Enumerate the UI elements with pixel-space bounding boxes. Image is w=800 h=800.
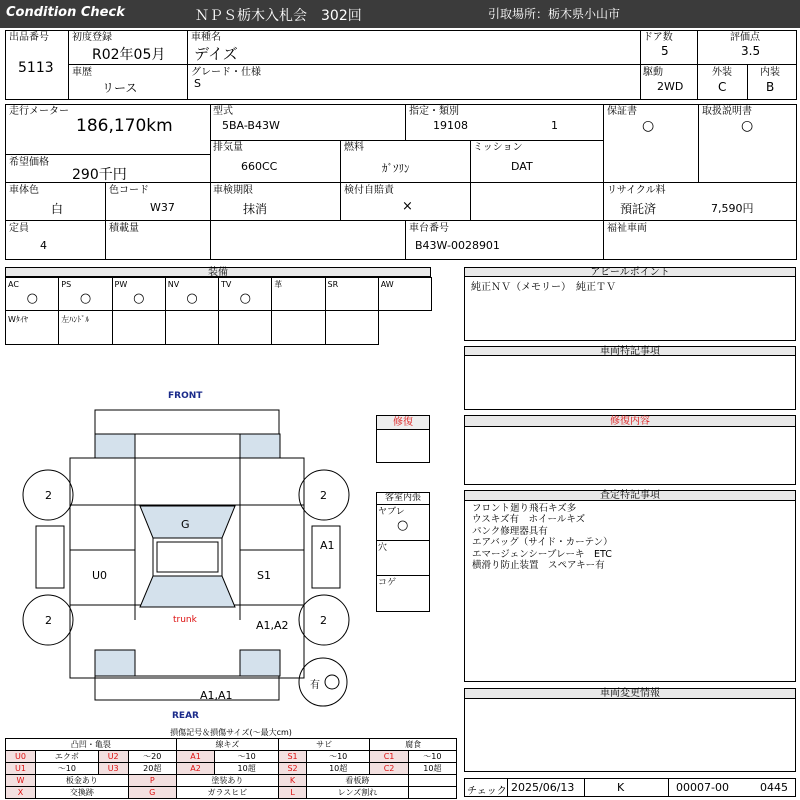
model-name-label: 車種名	[191, 32, 221, 43]
equipment-cell	[378, 277, 432, 311]
check-extra: 0445	[760, 781, 788, 794]
drive-label: 駆動	[643, 67, 663, 78]
legend-code: P	[128, 775, 176, 787]
inspection-label: 車検期限	[213, 185, 253, 196]
appeal-title: アピールポイント	[464, 267, 796, 277]
grade-value: S	[194, 77, 201, 90]
equipment-label: SR	[327, 280, 339, 289]
legend-cell: 〜10	[215, 751, 279, 763]
change-info-title: 車両変更情報	[464, 688, 796, 699]
warranty-label: 保証書	[607, 106, 637, 117]
equipment-label: Wﾀｲﾔ	[8, 315, 28, 324]
mark-rear-bumper: A1,A1	[200, 689, 233, 702]
legend-cell: U0	[6, 751, 36, 763]
legend-cell: U2	[98, 751, 128, 763]
appeal-text: 純正ＮＶ（メモリー） 純正ＴＶ	[471, 282, 616, 293]
lot-value: 5113	[18, 60, 54, 76]
legend-group: 線キズ	[176, 739, 278, 751]
spare-label: 有	[310, 680, 320, 691]
equipment-label: 革	[274, 280, 283, 289]
first-reg-label: 初度登録	[72, 32, 112, 43]
legend-cell: 10超	[408, 763, 456, 775]
insurance-value: ×	[402, 199, 413, 214]
mark-roof: G	[181, 518, 190, 531]
legend-cell: S2	[279, 763, 307, 775]
tire-rear-right: 2	[320, 614, 327, 627]
type-label: 型式	[213, 106, 233, 117]
inspection-notes-title: 査定特記事項	[464, 490, 796, 501]
price-label: 希望価格	[9, 157, 49, 168]
history-label: 車歴	[72, 67, 92, 78]
equipment-title: 装備	[5, 267, 431, 277]
header-right: 引取場所：栃木県小山市	[488, 7, 621, 21]
equipment-label: 左ﾊﾝﾄﾞﾙ	[61, 315, 90, 324]
chassis-label: 車台番号	[409, 223, 449, 234]
legend-code: L	[279, 787, 307, 799]
doors-label: ドア数	[643, 32, 673, 43]
equipment-label: PS	[61, 280, 72, 289]
cabin-title: 客室内張	[376, 492, 430, 505]
legend-group: 凸凹・亀裂	[6, 739, 177, 751]
type-value: 5BA-B43W	[222, 119, 280, 132]
equipment-cell	[271, 277, 325, 311]
legend-cell: 〜10	[307, 751, 370, 763]
check-date: 2025/06/13	[511, 781, 575, 794]
inspection-notes-box	[464, 500, 796, 682]
front-label: FRONT	[168, 391, 203, 401]
exterior-value: C	[718, 80, 727, 94]
inspection-note-line: エアバッグ（サイド・カーテン）	[472, 537, 613, 549]
legend-desc: 交換跡	[35, 787, 128, 799]
equipment-label: TV	[221, 280, 232, 289]
fuel-label: 燃料	[344, 142, 364, 153]
equipment-cell	[271, 310, 325, 345]
inspection-note-line: エマージェンシーブレーキ ETC	[472, 548, 612, 560]
capacity-value: 4	[40, 239, 47, 252]
interior-label: 内装	[760, 67, 780, 78]
equipment-value: ○	[133, 291, 145, 306]
equipment-cell	[325, 310, 379, 345]
equipment-cell	[112, 277, 166, 311]
header-center: ＮＰＳ栃木入札会 302回	[195, 8, 362, 24]
equipment-value: ○	[79, 291, 92, 306]
legend-code: K	[279, 775, 307, 787]
cabin-hole: 穴	[378, 543, 388, 553]
check-number: 00007-00	[676, 781, 729, 794]
equipment-value: ○	[239, 291, 251, 306]
load-label: 積載量	[109, 223, 139, 234]
equipment-cell	[5, 310, 59, 345]
mark-right: S1	[257, 569, 271, 582]
warranty-value: ○	[642, 118, 655, 134]
legend-desc: 板金あり	[35, 775, 128, 787]
inspection-note-line: ウスキズ有 ホイールキズ	[472, 514, 586, 526]
spec-value1: 19108	[433, 119, 468, 132]
equipment-value: ○	[186, 291, 198, 306]
equipment-cell	[5, 277, 59, 311]
mark-right-door: A1	[320, 539, 335, 552]
fuel-value: ｶﾞｿﾘﾝ	[382, 162, 410, 175]
interior-value: B	[766, 80, 775, 94]
mark-rear-right: A1,A2	[256, 619, 289, 632]
legend-code: X	[6, 787, 36, 799]
recycle-status: 預託済	[620, 202, 657, 216]
appeal-box	[464, 276, 796, 341]
spec-label: 指定・類別	[409, 106, 459, 117]
color-code-label: 色コード	[109, 185, 149, 196]
manual-value: ○	[741, 118, 754, 134]
model-name-value: デイズ	[194, 45, 238, 63]
disp-value: 660CC	[241, 160, 278, 173]
equipment-cell	[165, 277, 219, 311]
legend-cell: C2	[370, 763, 409, 775]
header-left: Condition Check	[6, 5, 125, 20]
tire-front-left: 2	[45, 489, 52, 502]
color-code-value: W37	[150, 201, 175, 214]
equipment-cell	[58, 277, 112, 311]
chassis-value: B43W-0028901	[415, 239, 500, 252]
legend-cell: 10超	[215, 763, 279, 775]
equipment-value: ○	[26, 291, 38, 306]
repair-content-box	[464, 426, 796, 485]
mission-value: DAT	[511, 160, 533, 173]
first-reg-value: R02年05月	[92, 47, 166, 63]
legend	[5, 727, 457, 799]
legend-cell: A1	[176, 751, 214, 763]
legend-title: 損傷記号＆損傷サイズ(〜最大cm)	[170, 728, 292, 737]
welfare-label: 福祉車両	[607, 223, 647, 234]
special-title: 車両特記事項	[464, 346, 796, 356]
capacity-label: 定員	[9, 223, 29, 234]
legend-cell: A2	[176, 763, 214, 775]
lot-label: 出品番号	[9, 32, 49, 43]
equipment-cell	[165, 310, 219, 345]
legend-desc: 塗装あり	[176, 775, 278, 787]
equipment-label: NV	[167, 280, 180, 289]
legend-cell: 20超	[128, 763, 176, 775]
legend-desc: 看板跡	[307, 775, 409, 787]
legend-cell: U1	[6, 763, 36, 775]
cabin-tear: ヤブレ	[378, 507, 405, 517]
legend-cell: 〜10	[408, 751, 456, 763]
repair-box	[376, 429, 430, 463]
repair-title: 修復	[376, 415, 430, 430]
repair-content-title: 修復内容	[464, 415, 796, 427]
equipment-cell	[58, 310, 112, 345]
mileage-value: 186,170km	[76, 116, 173, 136]
disp-label: 排気量	[213, 142, 243, 153]
body-color-label: 車体色	[9, 185, 39, 196]
legend-cell: U3	[98, 763, 128, 775]
manual-label: 取扱説明書	[702, 106, 752, 117]
rear-label: REAR	[172, 711, 199, 721]
score-label: 評価点	[730, 32, 760, 43]
drive-value: 2WD	[657, 80, 684, 93]
inspection-note-line: パンク修理器具有	[472, 525, 548, 537]
body-color-value: 白	[51, 202, 64, 216]
legend-cell: 〜10	[35, 763, 98, 775]
cabin-dirt: コゲ	[378, 578, 397, 588]
mark-left: U0	[92, 569, 108, 582]
legend-cell: S1	[279, 751, 307, 763]
doors-value: 5	[661, 44, 669, 58]
mark-trunk: trunk	[173, 615, 197, 625]
score-value: 3.5	[741, 44, 761, 58]
equipment-cell	[218, 310, 272, 345]
legend-cell: C1	[370, 751, 409, 763]
check-label: チェック	[467, 786, 507, 797]
legend-group: 腐食	[370, 739, 457, 751]
legend-desc: レンズ割れ	[307, 787, 409, 799]
legend-desc: ガラスヒビ	[176, 787, 278, 799]
insurance-label: 検付自賠責	[344, 185, 394, 196]
special-box	[464, 355, 796, 410]
grade-label: グレード・仕様	[191, 67, 261, 78]
cabin-tear-mark: ○	[397, 518, 409, 533]
legend-cell: 10超	[307, 763, 370, 775]
history-value: リース	[102, 81, 138, 95]
recycle-value: 7,590円	[711, 202, 754, 215]
change-info-box	[464, 698, 796, 772]
legend-cell: 〜20	[128, 751, 176, 763]
equipment-label: AW	[380, 280, 394, 289]
equipment-label: PW	[114, 280, 128, 289]
equipment-cell	[218, 277, 272, 311]
legend-group: サビ	[279, 739, 370, 751]
equipment-cell	[112, 310, 166, 345]
spec-value2: 1	[551, 119, 558, 132]
legend-cell: エクボ	[35, 751, 98, 763]
tire-front-right: 2	[320, 489, 327, 502]
mission-label: ミッション	[473, 142, 523, 153]
recycle-label: リサイクル料	[607, 185, 666, 196]
inspection-value: 抹消	[243, 202, 268, 216]
header-bar	[0, 0, 800, 28]
mileage-label: 走行メーター	[9, 106, 69, 117]
legend-code: W	[6, 775, 36, 787]
equipment-cell	[325, 277, 379, 311]
inspection-note-line: 横滑り防止装置 スペアキー有	[472, 560, 605, 572]
inspection-note-line: フロント廻り飛石キズ多	[472, 503, 577, 514]
legend-code: G	[128, 787, 176, 799]
equipment-label: AC	[8, 280, 19, 289]
price-value: 290千円	[72, 167, 127, 183]
exterior-label: 外装	[712, 67, 732, 78]
check-code: K	[617, 781, 625, 794]
tire-rear-left: 2	[45, 614, 52, 627]
